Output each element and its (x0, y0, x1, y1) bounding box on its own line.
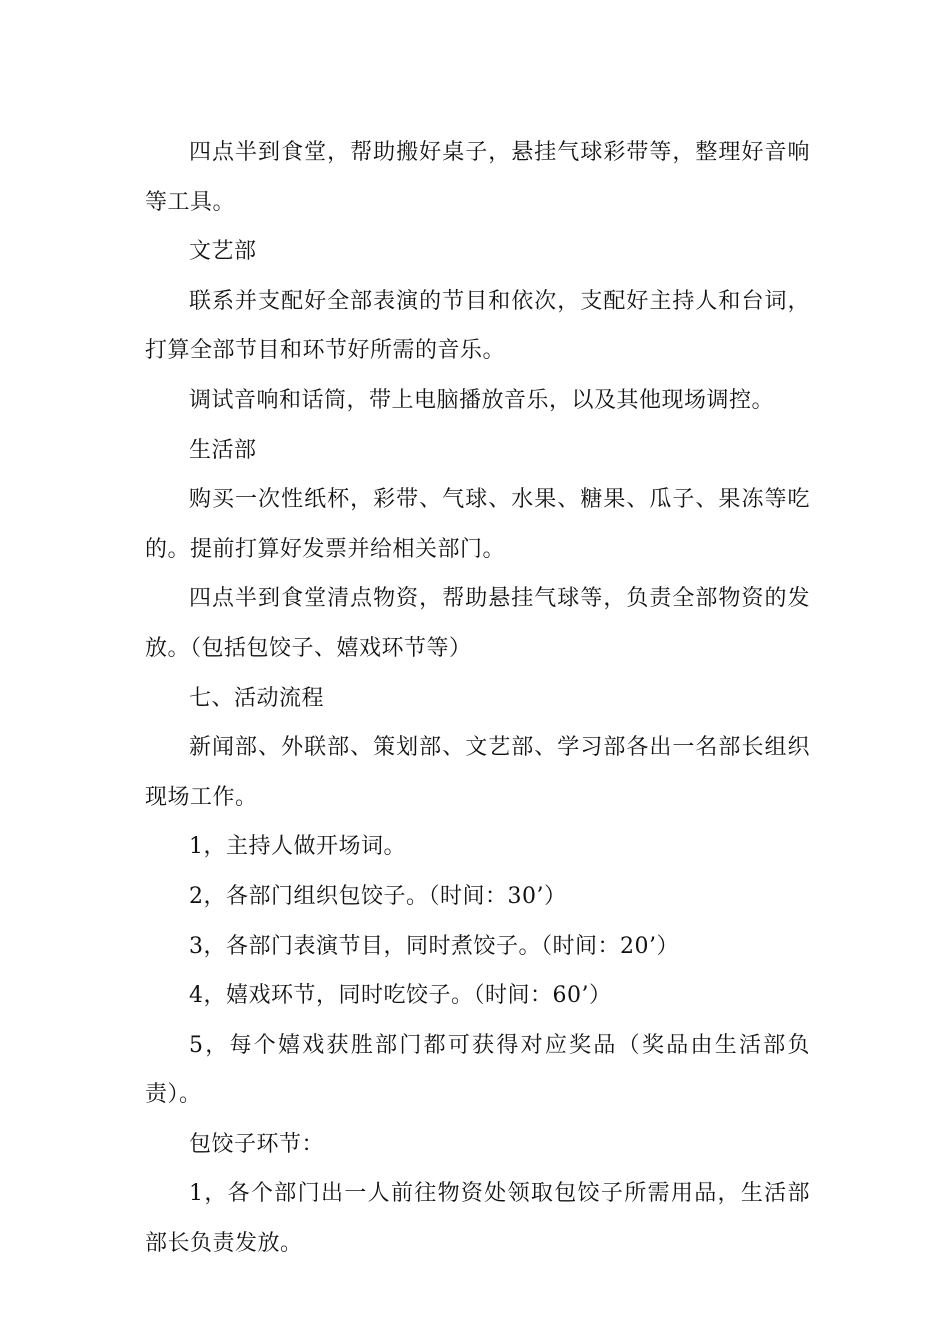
section-heading-dumpling-session: 包饺子环节： (189, 1131, 325, 1157)
document-body (145, 128, 810, 1269)
section-heading-life-dept: 生活部 (189, 437, 257, 463)
paragraph-flow-organizers: 新闻部、外联部、策划部、文艺部、学习部各出一名部长组织现场工作。 (145, 735, 810, 810)
section-heading-activity-flow: 七、活动流程 (189, 685, 325, 711)
paragraph-arts-audio: 调试音响和话筒，带上电脑播放音乐，以及其他现场调控。 (189, 387, 775, 413)
paragraph-setup-tasks: 四点半到食堂，帮助搬好桌子，悬挂气球彩带等，整理好音响等工具。 (145, 140, 810, 215)
list-item-dumpling-1: 1，各个部门出一人前往物资处领取包饺子所需用品，生活部部长负责发放。 (145, 1181, 810, 1257)
paragraph-life-supplies: 四点半到食堂清点物资，帮助悬挂气球等，负责全部物资的发放。（包括包饺子、嬉戏环节等） (145, 586, 810, 661)
paragraph-arts-program: 联系并支配好全部表演的节目和依次，支配好主持人和台词，打算全部节目和环节好所需的音乐。 (145, 288, 810, 364)
list-item-flow-3: 3，各部门表演节目，同时煮饺子。（时间：20’） (189, 933, 679, 959)
section-heading-arts-dept: 文艺部 (189, 239, 257, 265)
list-item-flow-1: 1，主持人做开场词。 (189, 834, 406, 860)
list-item-flow-2: 2，各部门组织包饺子。（时间：30’） (189, 883, 567, 909)
paragraph-life-purchase: 购买一次性纸杯，彩带、气球、水果、糖果、瓜子、果冻等吃的。提前打算好发票并给相关部门。 (145, 487, 810, 562)
list-item-flow-4: 4，嬉戏环节，同时吃饺子。（时间：60’） (189, 983, 612, 1009)
list-item-flow-5: 5，每个嬉戏获胜部门都可获得对应奖品（奖品由生活部负责）。 (145, 1032, 810, 1108)
